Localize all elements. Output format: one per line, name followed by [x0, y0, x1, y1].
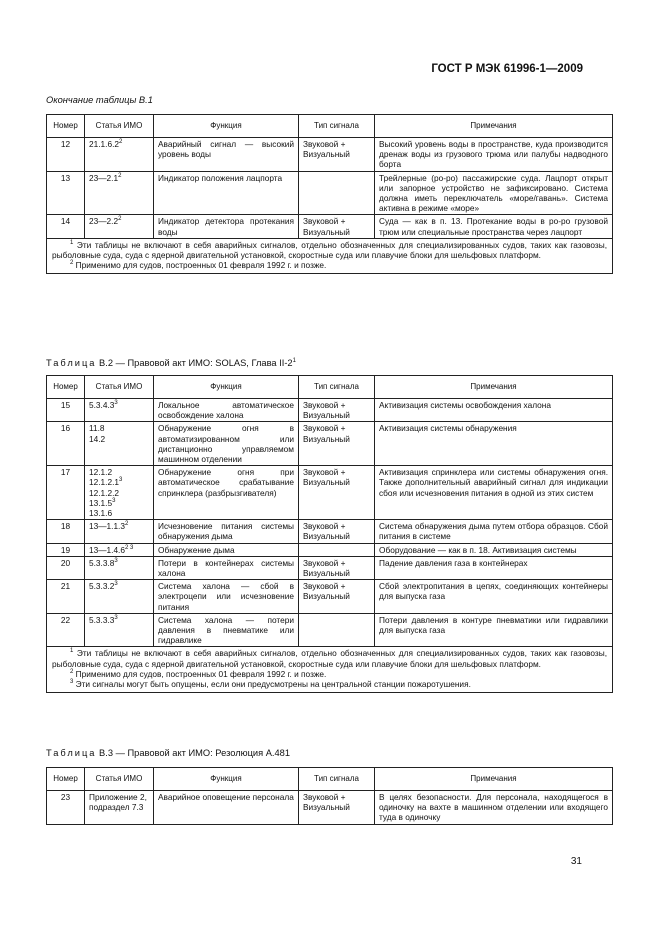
- function-cell: Система халона — потери давления в пневматике или гидравлике: [154, 613, 299, 647]
- imo-article: 5.3.3.8$^3$: [85, 556, 154, 579]
- function-cell: Исчезновение питания системы обнаружения дыма: [154, 520, 299, 543]
- function-cell: Обнаружение огня в автоматизированном или дистанционно управляемом машинном отделении: [154, 422, 299, 466]
- signal-type: Звуковой + Визуальный: [299, 556, 375, 579]
- function-cell: Индикатор детектора протекания воды: [154, 215, 299, 238]
- notes-cell: Система обнаружения дыма путем отбора образцов. Сбой питания в системе: [375, 520, 613, 543]
- row-number: 14: [47, 215, 85, 238]
- imo-article: 12.1.2 12.1.2.1$^3$ 12.1.2.2 13.1.5$^3$ 13.1.6: [85, 466, 154, 520]
- row-number: 17: [47, 466, 85, 520]
- table-header-row: [47, 376, 613, 399]
- col-header: Номер: [47, 768, 85, 791]
- row-number: 20: [47, 556, 85, 579]
- row-number: 15: [47, 399, 85, 422]
- col-header: Функция: [154, 376, 299, 399]
- footnotes-row: [47, 647, 613, 693]
- table-row: [47, 171, 613, 215]
- table-row: [47, 466, 613, 520]
- row-number: 23: [47, 791, 85, 825]
- row-number: 16: [47, 422, 85, 466]
- col-header: Функция: [154, 768, 299, 791]
- function-cell: Локальное автоматическое освобождение халона: [154, 399, 299, 422]
- signal-type: Звуковой + Визуальный: [299, 580, 375, 614]
- page-number: 31: [570, 856, 582, 867]
- table-row: [47, 520, 613, 543]
- imo-article: Приложение 2, подраздел 7.3: [85, 791, 154, 825]
- row-number: 18: [47, 520, 85, 543]
- table-header-row: [47, 115, 613, 138]
- function-cell: Обнаружение огня при автоматическое срабатывание спринклера (разбрызгивателя): [154, 466, 299, 520]
- signal-type: Звуковой + Визуальный: [299, 466, 375, 520]
- table-row: [47, 580, 613, 614]
- footnote-2: $^2$ Применимо для судов, построенных 01 февраля 1992 г. и позже.: [70, 668, 327, 679]
- col-header: Тип сигнала: [299, 768, 375, 791]
- row-number: 13: [47, 171, 85, 215]
- footnotes-row: [47, 238, 613, 274]
- signal-type: Звуковой + Визуальный: [299, 422, 375, 466]
- col-header: Статья ИМО: [85, 115, 154, 138]
- table-row: [47, 543, 613, 556]
- signal-type: Звуковой + Визуальный: [299, 791, 375, 825]
- table-row: [47, 556, 613, 579]
- imo-article: 5.3.3.2$^3$: [85, 580, 154, 614]
- imo-article: 5.3.4.3$^3$: [85, 399, 154, 422]
- function-cell: Аварийный сигнал — высокий уровень воды: [154, 138, 299, 172]
- table-row: [47, 613, 613, 647]
- imo-article: $13—1.4.6^{2 3}$: [85, 543, 154, 556]
- col-header: Тип сигнала: [299, 115, 375, 138]
- function-cell: Обнаружение дыма: [154, 543, 299, 556]
- notes-cell: Оборудование — как в п. 18. Активизация системы: [375, 543, 613, 556]
- document-header: ГОСТ Р МЭК 61996-1—2009: [431, 63, 583, 75]
- notes-cell: Суда — как в п. 13. Протекание воды в ро-ро грузовой трюм или специальные пространства через лацпорт: [375, 215, 613, 238]
- notes-cell: Активизация системы обнаружения: [375, 422, 613, 466]
- imo-article: $23—2.1^2$: [85, 171, 154, 215]
- notes-cell: Высокий уровень воды в пространстве, куда производится дренаж воды из грузового трюма или палубы надводного борта: [375, 138, 613, 172]
- table-header-row: [47, 768, 613, 791]
- function-cell: Система халона — сбой в электроцепи или исчезновение питания: [154, 580, 299, 614]
- col-header: Функция: [154, 115, 299, 138]
- signal-type: Звуковой + Визуальный: [299, 138, 375, 172]
- row-number: 19: [47, 543, 85, 556]
- function-cell: Индикатор положения лацпорта: [154, 171, 299, 215]
- footnote-2: $^2$ Применимо для судов, построенных 01 февраля 1992 г. и позже.: [70, 260, 327, 271]
- footnote-1: $^1$ Эти таблицы не включают в себя аварийных сигналов, отдельно обозначенных для специализированных судов, таких как газовозы, рыболовные суда, суда с ядерной двигательной установкой, скоростные суда или плавучие блоки для шельфовых платформ.: [52, 239, 608, 261]
- imo-article: 13—1.1.3$^2$: [85, 520, 154, 543]
- notes-cell: Активизация системы освобождения халона: [375, 399, 613, 422]
- signal-type: Звуковой + Визуальный: [299, 215, 375, 238]
- col-header: Номер: [47, 115, 85, 138]
- signal-type: [299, 613, 375, 647]
- table-b1-caption: Окончание таблицы В.1: [46, 95, 153, 105]
- footnote-1: $^1$ Эти таблицы не включают в себя аварийных сигналов, отдельно обозначенных для специализированных судов, таких как газовозы, рыболовные суда, суда с ядерной двигательной установкой, скоростные суда или плавучие блоки для шельфовых платформ.: [52, 648, 608, 669]
- col-header: Примечания: [375, 115, 613, 138]
- signal-type: Звуковой + Визуальный: [299, 520, 375, 543]
- row-number: 12: [47, 138, 85, 172]
- col-header: Статья ИМО: [85, 768, 154, 791]
- imo-article: 5.3.3.3$^3$: [85, 613, 154, 647]
- footnote-3: $^3$ Эти сигналы могут быть опущены, если они предусмотрены на центральной станции пожаротушения.: [70, 679, 471, 690]
- imo-article: 21.1.6.2$^2$: [85, 138, 154, 172]
- table-b3-caption: Таблица В.3 — Правовой акт ИМО: Резолюция А.481: [46, 748, 291, 758]
- table-row: [47, 422, 613, 466]
- row-number: 21: [47, 580, 85, 614]
- imo-article: $23—2.2^2$: [85, 215, 154, 238]
- notes-cell: Активизация спринклера или системы обнаружения огня. Также дополнительный аварийный сигнал для индикации сбоя или исчезновения питания в одной из этих систем: [375, 466, 613, 520]
- notes-cell: Трейлерные (ро-ро) пассажирские суда. Лацпорт открыт или запорное устройство не зафиксировано. Система должна иметь переключатель «море/гавань». Система активна в режиме «море»: [375, 171, 613, 215]
- col-header: Примечания: [375, 768, 613, 791]
- table-b2-caption: Таблица В.2 — Правовой акт ИМО: SOLAS, Глава $II-2^1$: [46, 357, 296, 368]
- notes-cell: Падение давления газа в контейнерах: [375, 556, 613, 579]
- signal-type: [299, 543, 375, 556]
- table-b2: [46, 375, 613, 693]
- function-cell: Потери в контейнерах системы халона: [154, 556, 299, 579]
- signal-type: Звуковой + Визуальный: [299, 399, 375, 422]
- table-row: [47, 791, 613, 825]
- notes-cell: В целях безопасности. Для персонала, находящегося в одиночку на вахте в машинном отделении или входящего туда в одиночку: [375, 791, 613, 825]
- table-row: [47, 138, 613, 172]
- row-number: 22: [47, 613, 85, 647]
- col-header: Статья ИМО: [85, 376, 154, 399]
- table-row: [47, 215, 613, 238]
- function-cell: Аварийное оповещение персонала: [154, 791, 299, 825]
- col-header: Тип сигнала: [299, 376, 375, 399]
- footnotes: [47, 238, 613, 274]
- table-b1: [46, 114, 613, 274]
- notes-cell: Сбой электропитания в цепях, соединяющих контейнеры для выпуска газа: [375, 580, 613, 614]
- col-header: Номер: [47, 376, 85, 399]
- table-b3: [46, 767, 613, 825]
- signal-type: [299, 171, 375, 215]
- col-header: Примечания: [375, 376, 613, 399]
- table-row: [47, 399, 613, 422]
- footnotes: [47, 647, 613, 693]
- imo-article: 11.8 14.2: [85, 422, 154, 466]
- notes-cell: Потери давления в контуре пневматики или гидравлики для выпуска газа: [375, 613, 613, 647]
